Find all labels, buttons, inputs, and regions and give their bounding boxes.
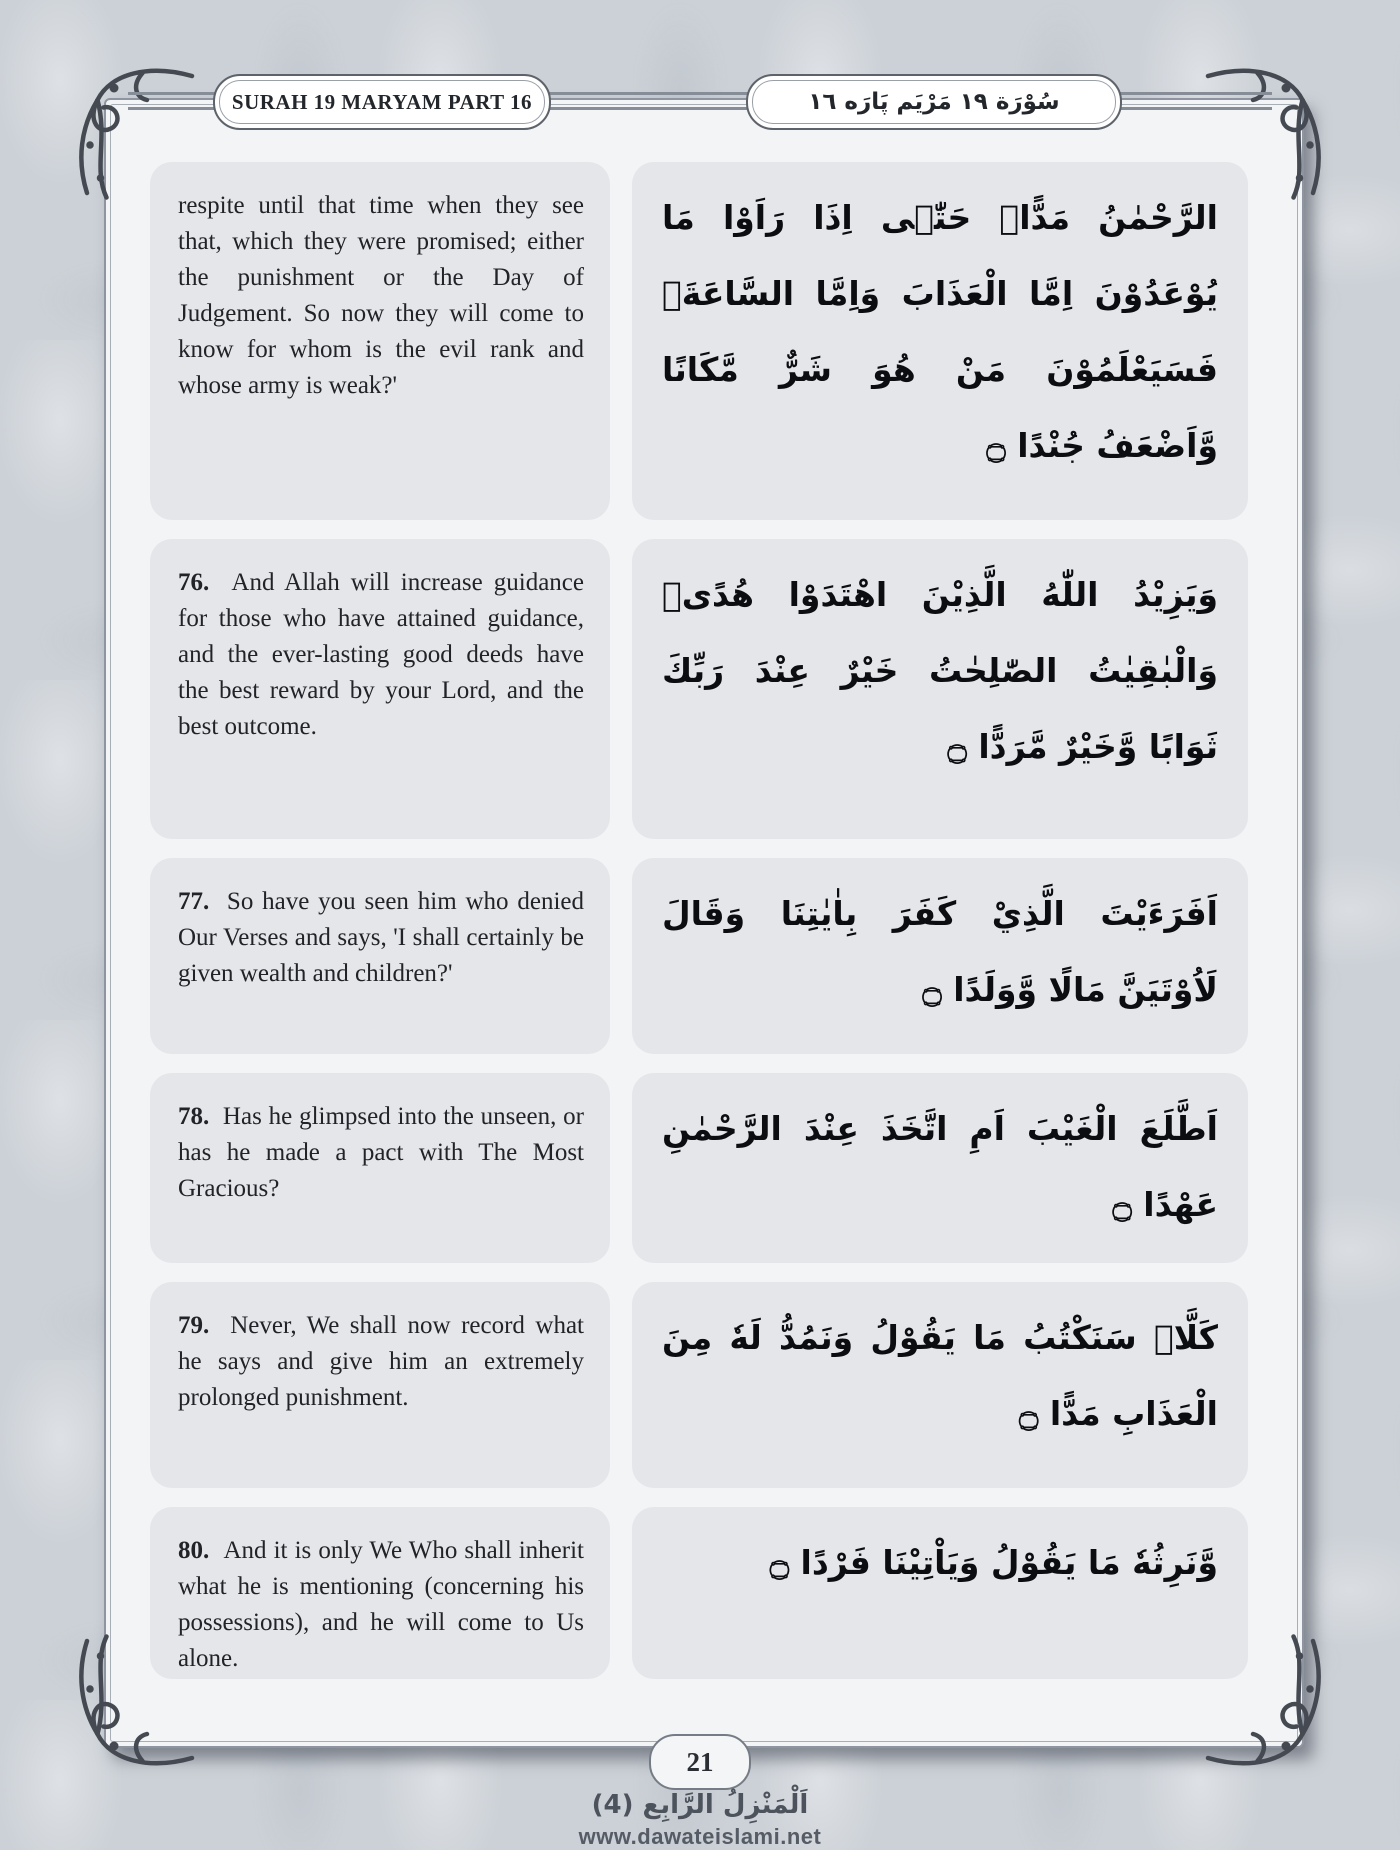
verse-number: 78.: [178, 1103, 210, 1130]
verse-number: 79.: [178, 1312, 210, 1339]
manzil-label: اَلْمَنْزِلُ الرَّابِع (4): [591, 1790, 809, 1820]
arabic-verse-78: اَطَّلَعَ الْغَيْبَ اَمِ اتَّخَذَ عِنْدَ الرَّحْمٰنِ عَهْدًا ۝: [632, 1073, 1248, 1263]
verse-row: [150, 539, 1248, 839]
verse-list: [150, 162, 1248, 1679]
translation-80: [150, 1507, 610, 1679]
header-banner-english: [213, 74, 551, 130]
translation-text: And Allah will increase guidance for those who have attained guidance, and the ever-lasting good deeds have the best reward by your Lord, and the best outcome.: [178, 569, 584, 740]
translation-text: Never, We shall now record what he says and give him an extremely prolonged punishment.: [178, 1312, 584, 1411]
translation-text: Has he glimpsed into the unseen, or has he made a pact with The Most Gracious?: [178, 1103, 584, 1202]
translation-76: [150, 539, 610, 839]
corner-flourish-icon: [60, 1626, 210, 1776]
corner-flourish-icon: [1190, 58, 1340, 208]
translation-75-continuation: [150, 162, 610, 520]
arabic-verse-75: الرَّحْمٰنُ مَدًّاۚ حَتّٰۤى اِذَا رَاَوْا مَا يُوْعَدُوْنَ اِمَّا الْعَذَابَ وَاِمَّا السَّاعَةَۛ فَسَيَعْلَمُوْنَ مَنْ هُوَ شَرٌّ مَّكَانًا وَّاَضْعَفُ جُنْدًا ۝: [632, 162, 1248, 520]
verse-row: [150, 1507, 1248, 1679]
verse-row: [150, 1073, 1248, 1263]
translation-78: [150, 1073, 610, 1263]
surah-title-english: SURAH 19 MARYAM PART 16: [231, 89, 533, 114]
website-url: www.dawateislami.net: [578, 1824, 822, 1849]
arabic-verse-76: وَيَزِيْدُ اللّٰهُ الَّذِيْنَ اهْتَدَوْا هُدًىۚ وَالْبٰقِيٰتُ الصّٰلِحٰتُ خَيْرٌ عِنْدَ رَبِّكَ ثَوَابًا وَّخَيْرٌ مَّرَدًّا ۝: [632, 539, 1248, 839]
verse-number: 77.: [178, 888, 210, 915]
verse-number: 76.: [178, 569, 210, 596]
page-number-badge: 21: [649, 1734, 751, 1790]
translation-77: [150, 858, 610, 1054]
translation-text: respite until that time when they see that, which they were promised; either the punishment or the Day of Judgement. So now they will come to know for whom is the evil rank and whose army is weak?': [178, 192, 584, 399]
verse-number: 80.: [178, 1537, 210, 1564]
arabic-verse-80: وَّنَرِثُهٗ مَا يَقُوْلُ وَيَاْتِيْنَا فَرْدًا ۝: [632, 1507, 1248, 1679]
arabic-verse-77: اَفَرَءَيْتَ الَّذِيْ كَفَرَ بِاٰيٰتِنَا وَقَالَ لَاُوْتَيَنَّ مَالًا وَّوَلَدًا ۝: [632, 858, 1248, 1054]
translation-text: And it is only We Who shall inherit what he is mentioning (concerning his possessions), and he will come to Us alone.: [178, 1537, 584, 1672]
surah-title-arabic: سُوْرَة ١٩ مَرْيَم پَارَه ١٦: [808, 89, 1060, 115]
header-banner-arabic: [746, 74, 1122, 130]
verse-row: [150, 1282, 1248, 1488]
corner-flourish-icon: [1190, 1626, 1340, 1776]
translation-79: [150, 1282, 610, 1488]
verse-row: [150, 162, 1248, 520]
verse-row: [150, 858, 1248, 1054]
arabic-verse-79: كَلَّاۛ سَنَكْتُبُ مَا يَقُوْلُ وَنَمُدُّ لَهٗ مِنَ الْعَذَابِ مَدًّا ۝: [632, 1282, 1248, 1488]
translation-text: So have you seen him who denied Our Verses and says, 'I shall certainly be given wealth and children?': [178, 888, 585, 987]
corner-flourish-icon: [60, 58, 210, 208]
